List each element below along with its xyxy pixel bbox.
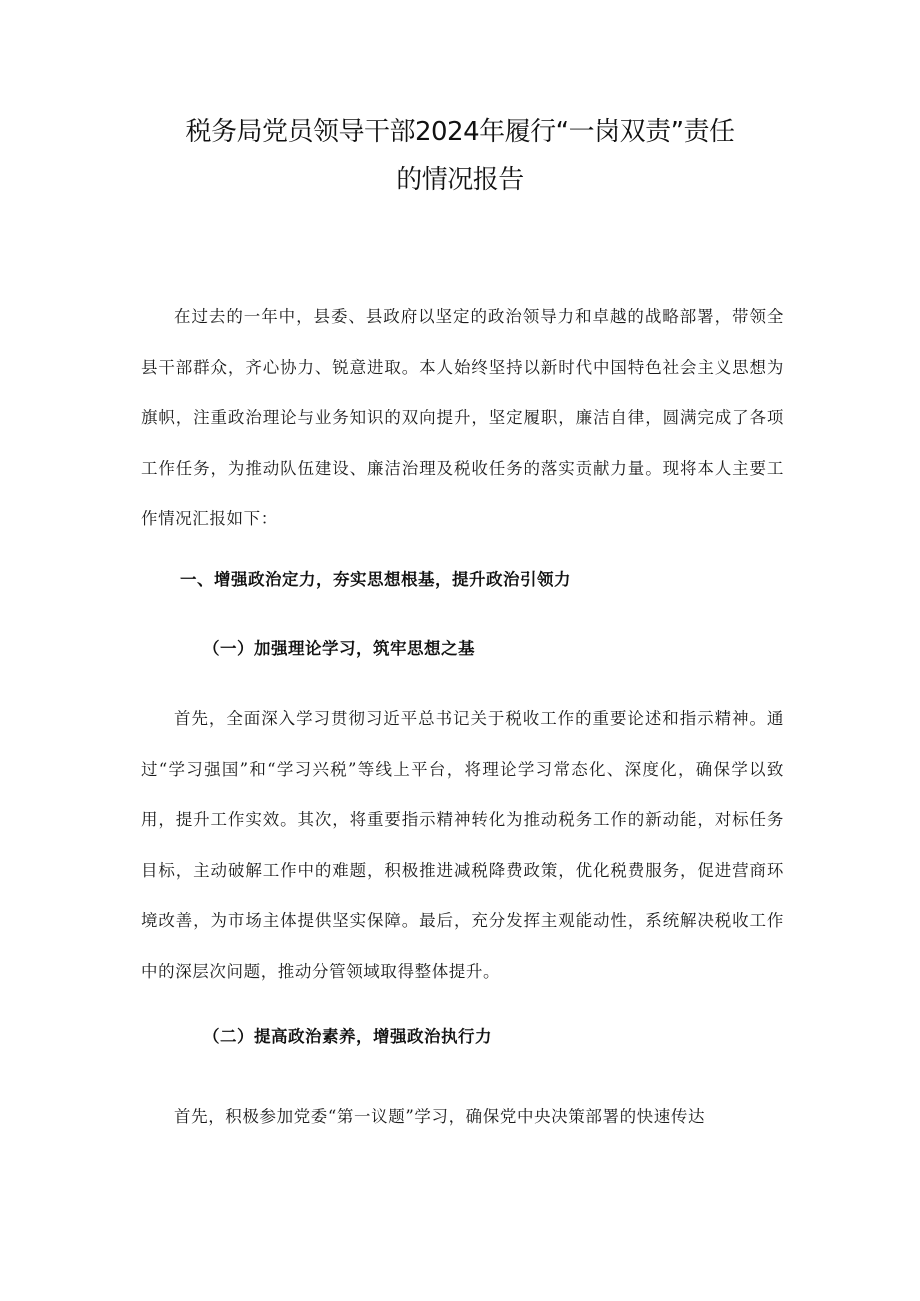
subsection-1-body: 首先，全面深入学习贯彻习近平总书记关于税收工作的重要论述和指示精神。通过“学习强国”和“学习兴税”等线上平台，将理论学习常态化、深度化，确保学以致用，提升工作实效。其次，将重要指示精神转化为推动税务工作的新动能，对标任务目标，主动破解工作中的难题，积极推进减税降费政策，优化税费服务，促进营商环境改善，为市场主体提供坚实保障。最后，充分发挥主观能动性，系统解决税收工作中的深层次问题，推动分管领域取得整体提升。 [141, 709, 784, 981]
subsection-2-body: 首先，积极参加党委“第一议题”学习，确保党中央决策部署的快速传达 [174, 1107, 706, 1126]
section-1-heading: 一、增强政治定力，夯实思想根基，提升政治引领力 [180, 570, 571, 589]
title-line-1: 税务局党员领导干部2024年履行“一岗双责”责任 [185, 117, 735, 147]
document-title [120, 108, 800, 204]
intro-paragraph: 在过去的一年中，县委、县政府以坚定的政治领导力和卓越的战略部署，带领全县干部群众，齐心协力、锐意进取。本人始终坚持以新时代中国特色社会主义思想为旗帜，注重政治理论与业务知识的双向提升，坚定履职，廉洁自律，圆满完成了各项工作任务，为推动队伍建设、廉洁治理及税收任务的落实贡献力量。现将本人主要工作情况汇报如下： [141, 307, 784, 528]
subsection-1-heading: （一）加强理论学习，筑牢思想之基 [203, 639, 475, 658]
title-line-2: 的情况报告 [396, 165, 524, 195]
subsection-2-heading: （二）提高政治素养，增强政治执行力 [203, 1027, 492, 1046]
